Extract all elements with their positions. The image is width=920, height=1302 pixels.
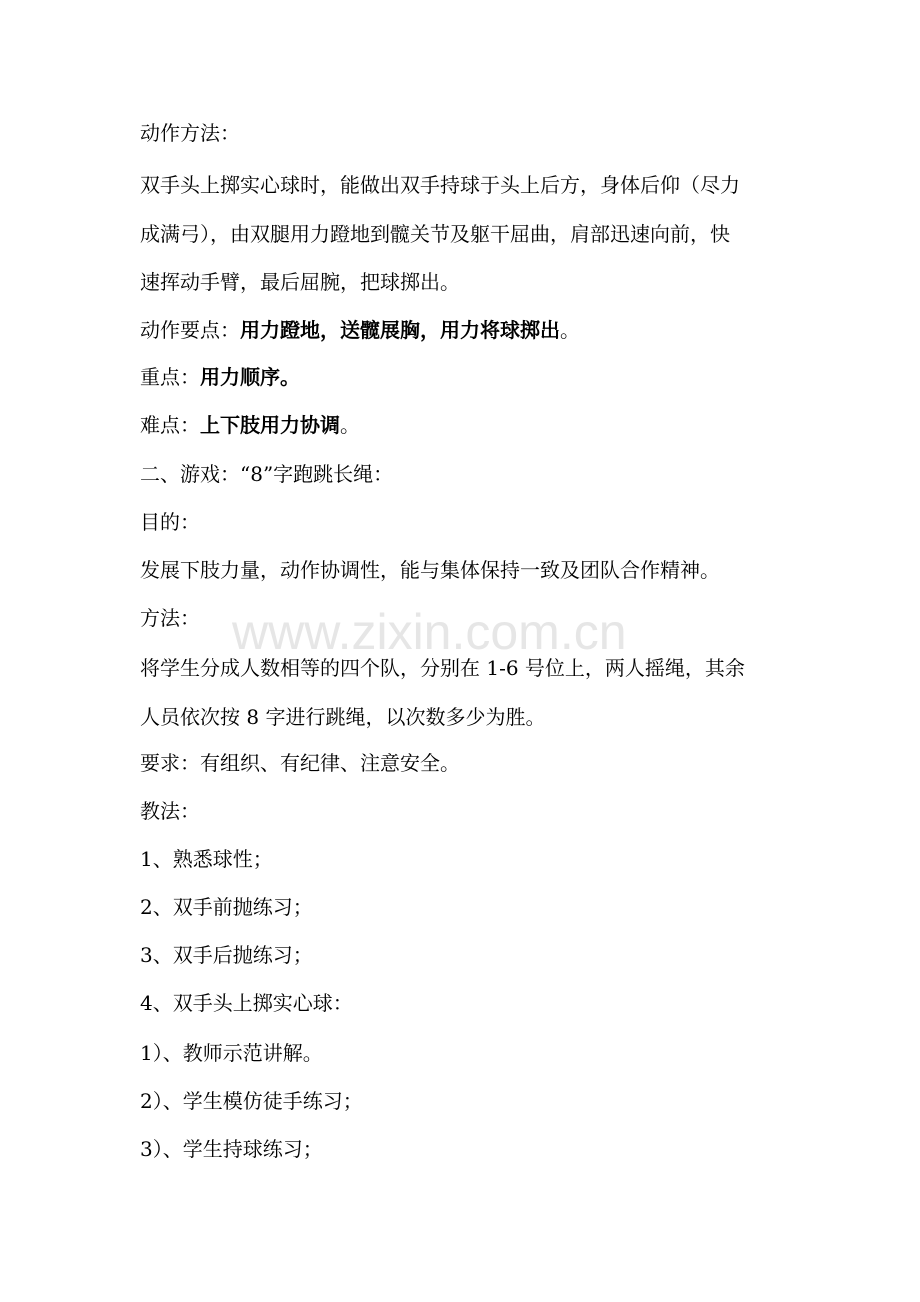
text-line: 方法： bbox=[140, 606, 200, 630]
text-line bbox=[140, 413, 360, 437]
text-line: 要求：有组织、有纪律、注意安全。 bbox=[140, 751, 460, 775]
text-line: 发展下肢力量，动作协调性，能与集体保持一致及团队合作精神。 bbox=[140, 558, 720, 582]
bold-text: 用力顺序。 bbox=[200, 365, 300, 389]
text-line: 成满弓），由双腿用力蹬地到髋关节及躯干屈曲，肩部迅速向前，快 bbox=[140, 222, 730, 246]
text-line: 将学生分成人数相等的四个队，分别在 1-6 号位上，两人摇绳，其余 bbox=[140, 656, 745, 680]
text-line: 目的： bbox=[140, 510, 200, 534]
text-line: 动作方法： bbox=[140, 121, 240, 145]
text-line: 人员依次按 8 字进行跳绳，以次数多少为胜。 bbox=[140, 705, 546, 729]
text-line: 2、双手前抛练习； bbox=[140, 895, 313, 919]
text-line: 1、熟悉球性； bbox=[140, 847, 273, 871]
text-line: 2）、学生模仿徒手练习； bbox=[140, 1089, 363, 1113]
text-line bbox=[140, 318, 580, 342]
text-line: 4、双手头上掷实心球： bbox=[140, 991, 353, 1015]
bold-text: 上下肢用力协调 bbox=[200, 413, 340, 437]
text-line: 速挥动手臂，最后屈腕，把球掷出。 bbox=[140, 270, 460, 294]
label-text: 难点： bbox=[140, 413, 200, 437]
watermark: www.zixin.com.cn bbox=[232, 604, 627, 660]
label-text: 动作要点： bbox=[140, 318, 240, 342]
punct-text: 。 bbox=[340, 413, 360, 437]
text-line: 3、双手后抛练习； bbox=[140, 943, 313, 967]
text-line: 双手头上掷实心球时，能做出双手持球于头上后方，身体后仰（尽力 bbox=[140, 173, 740, 197]
punct-text: 。 bbox=[560, 318, 580, 342]
bold-text: 用力蹬地，送髋展胸，用力将球掷出 bbox=[240, 318, 560, 342]
label-text: 重点： bbox=[140, 365, 200, 389]
text-line: 3）、学生持球练习； bbox=[140, 1137, 323, 1161]
text-line: 教法： bbox=[140, 799, 200, 823]
text-line bbox=[140, 365, 300, 389]
text-line: 1）、教师示范讲解。 bbox=[140, 1041, 323, 1065]
text-line: 二、游戏：“8”字跑跳长绳： bbox=[140, 462, 394, 486]
